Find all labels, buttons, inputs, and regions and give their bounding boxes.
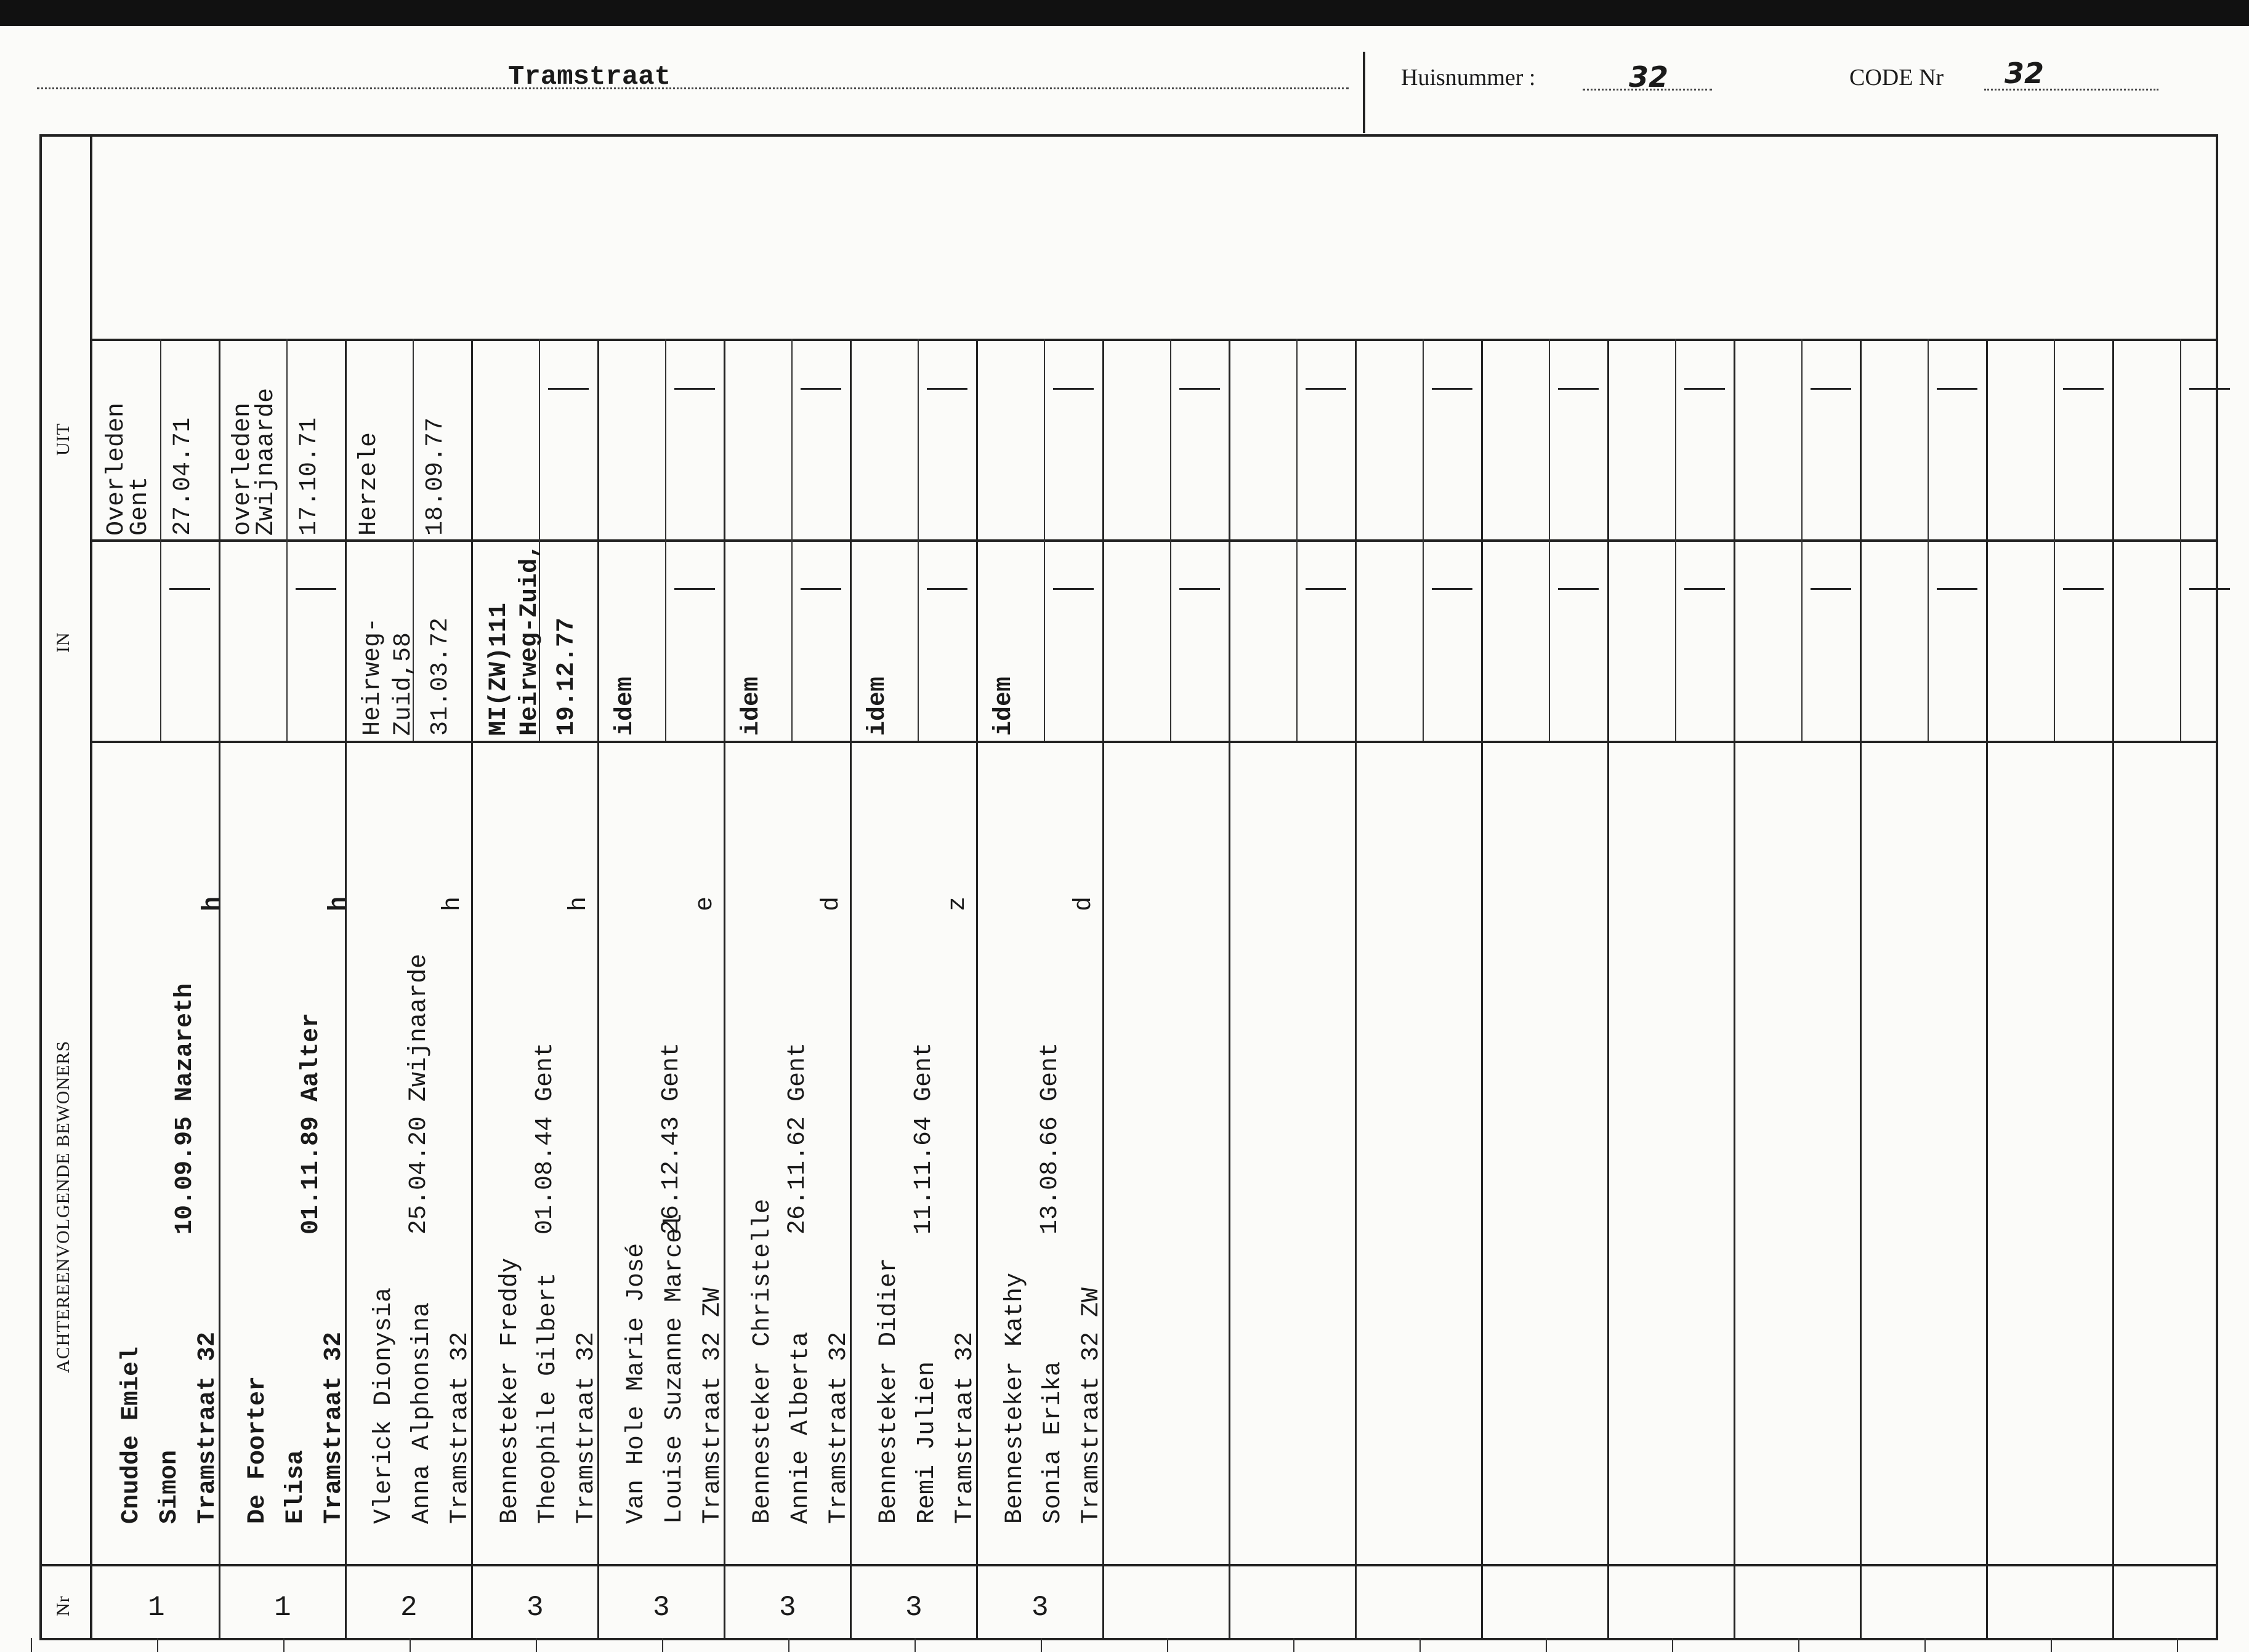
uit-subcolumn-border	[1549, 339, 1550, 539]
resident-birth: 11.11.64 Gent	[910, 1042, 938, 1235]
header-divider	[1363, 52, 1365, 133]
in-place: idem	[864, 676, 892, 736]
table-right-border	[2216, 134, 2218, 1640]
resident-relation: h	[325, 896, 353, 911]
bottom-tick	[1419, 1638, 1421, 1652]
resident-name-line: Tramstraat 32	[573, 1331, 600, 1524]
bewoners-top-border	[92, 741, 2218, 743]
uit-subcolumn-border	[286, 339, 288, 539]
in-subcolumn-border	[791, 539, 793, 741]
resident-relation: h	[439, 896, 467, 911]
uit-date-empty	[1937, 388, 1977, 390]
bottom-tick	[1293, 1638, 1294, 1652]
bottom-tick	[788, 1638, 789, 1652]
column-label-bewoners: ACHTEREENVOLGENDE BEWONERS	[53, 1040, 73, 1373]
resident-name-line: Vlerick Dionysia	[370, 1287, 398, 1524]
street-name: Tramstraat	[508, 62, 671, 92]
column-border	[2112, 339, 2114, 1638]
in-subcolumn-border	[1044, 539, 1045, 741]
in-subcolumn-border	[1928, 539, 1929, 741]
resident-birth: 01.08.44 Gent	[531, 1042, 559, 1235]
resident-name-line: Sonia Erika	[1040, 1361, 1067, 1524]
in-date-empty	[927, 588, 967, 590]
resident-name-line: Anna Alphonsina	[408, 1302, 436, 1524]
in-date-empty	[1937, 588, 1977, 590]
column-label-uit: UIT	[53, 423, 73, 456]
uit-subcolumn-border	[1044, 339, 1045, 539]
in-date-empty	[1053, 588, 1094, 590]
uit-date-empty	[1558, 388, 1599, 390]
resident-relation: e	[692, 896, 719, 911]
resident-nr: 3	[527, 1592, 544, 1624]
in-subcolumn-border	[1296, 539, 1298, 741]
in-subcolumn-border	[2180, 539, 2181, 741]
column-border	[1607, 339, 1609, 1638]
bottom-tick	[1546, 1638, 1547, 1652]
uit-subcolumn-border	[2054, 339, 2055, 539]
column-border	[1229, 339, 1230, 1638]
column-border	[1860, 339, 1862, 1638]
bottom-tick	[1041, 1638, 1042, 1652]
uit-subcolumn-border	[2180, 339, 2181, 539]
resident-name-line: Tramstraat 32 ZW	[699, 1287, 727, 1524]
bottom-tick	[2051, 1638, 2052, 1652]
resident-birth: 01.11.89 Aalter	[297, 1012, 325, 1235]
in-subcolumn-border	[286, 539, 288, 741]
bottom-tick	[915, 1638, 916, 1652]
resident-name-line: Remi Julien	[913, 1361, 941, 1524]
uit-date: 27.04.71	[169, 417, 197, 536]
bottom-tick	[283, 1638, 285, 1652]
resident-name-line: Cnudde Emiel	[118, 1346, 145, 1524]
column-label-in: IN	[53, 632, 73, 653]
bottom-tick	[2177, 1638, 2178, 1652]
uit-date: 17.10.71	[296, 417, 323, 536]
resident-relation: d	[818, 896, 846, 911]
uit-subcolumn-border	[1170, 339, 1171, 539]
uit-place: Gent	[126, 476, 154, 536]
bottom-tick	[662, 1638, 663, 1652]
table-top-border	[39, 134, 2218, 137]
in-date-empty	[296, 588, 336, 590]
in-subcolumn-border	[1549, 539, 1550, 741]
resident-name-line: Annie Alberta	[787, 1331, 815, 1524]
uit-place: Herzele	[355, 432, 383, 536]
in-place: idem	[612, 676, 639, 736]
bottom-tick	[1924, 1638, 1926, 1652]
table-left-border	[39, 134, 42, 1640]
uit-place: overleden	[229, 402, 257, 536]
nr-top-border	[39, 1564, 2218, 1566]
in-date-empty	[1811, 588, 1851, 590]
uit-top-border	[92, 339, 2218, 341]
in-top-border	[92, 539, 2218, 542]
column-border	[1481, 339, 1483, 1638]
in-date-empty	[169, 588, 210, 590]
resident-name-line: Theophile Gilbert	[535, 1272, 562, 1524]
resident-name-line: Elisa	[282, 1449, 310, 1524]
in-place: Zuid,58	[390, 632, 418, 736]
in-subcolumn-border	[2054, 539, 2055, 741]
resident-nr: 1	[148, 1592, 165, 1624]
bottom-tick	[1798, 1638, 1799, 1652]
in-date-empty	[1306, 588, 1346, 590]
uit-subcolumn-border	[1296, 339, 1298, 539]
uit-subcolumn-border	[160, 339, 161, 539]
column-border	[1986, 339, 1988, 1638]
uit-date: 18.09.77	[422, 417, 450, 536]
in-subcolumn-border	[665, 539, 666, 741]
uit-date-empty	[1306, 388, 1346, 390]
uit-subcolumn-border	[413, 339, 414, 539]
resident-name-line: Bennesteker Freddy	[496, 1257, 524, 1524]
in-date: 31.03.72	[427, 617, 454, 736]
in-subcolumn-border	[918, 539, 919, 741]
in-subcolumn-border	[1170, 539, 1171, 741]
resident-birth: 26.11.62 Gent	[784, 1042, 812, 1235]
uit-subcolumn-border	[918, 339, 919, 539]
code-label: CODE Nr	[1849, 65, 1944, 91]
in-subcolumn-border	[1675, 539, 1676, 741]
resident-nr: 3	[653, 1592, 670, 1624]
column-border	[1355, 339, 1357, 1638]
in-place: idem	[738, 676, 765, 736]
scan-top-border	[0, 0, 2249, 26]
resident-name-line: Bennesteker Kathy	[1001, 1272, 1029, 1524]
uit-place: Overleden	[103, 402, 131, 536]
uit-date-empty	[1811, 388, 1851, 390]
uit-date-empty	[674, 388, 715, 390]
in-subcolumn-border	[1801, 539, 1803, 741]
resident-nr: 1	[274, 1592, 291, 1624]
header-column-border	[90, 134, 92, 1640]
in-place: idem	[990, 676, 1018, 736]
in-subcolumn-border	[160, 539, 161, 741]
resident-name-line: Bennesteker Didier	[875, 1257, 903, 1524]
in-date-empty	[2063, 588, 2104, 590]
resident-relation: h	[199, 896, 227, 911]
resident-relation: h	[565, 896, 593, 911]
resident-name-line: Bennesteker Christelle	[749, 1198, 777, 1524]
uit-subcolumn-border	[1675, 339, 1676, 539]
resident-birth: 25.04.20 Zwijnaarde	[405, 953, 433, 1235]
uit-date-empty	[1432, 388, 1472, 390]
resident-name-line: Tramstraat 32	[320, 1331, 348, 1524]
uit-date-empty	[801, 388, 841, 390]
column-border	[1734, 339, 1735, 1638]
in-date-empty	[1432, 588, 1472, 590]
in-date-empty	[1684, 588, 1725, 590]
resident-name-line: Simon	[156, 1449, 184, 1524]
in-place: Heirweg-Zuid,	[516, 543, 544, 736]
in-subcolumn-border	[1423, 539, 1424, 741]
huisnummer-label: Huisnummer :	[1401, 65, 1536, 91]
bottom-tick	[536, 1638, 537, 1652]
huisnummer-value: 32	[1629, 60, 1669, 94]
resident-name-line: De Foorter	[244, 1376, 272, 1524]
in-place: Heirweg-	[359, 617, 387, 736]
in-date-empty	[1179, 588, 1220, 590]
bottom-tick	[1672, 1638, 1673, 1652]
in-date-empty	[2189, 588, 2230, 590]
street-dotted-line	[37, 87, 1349, 89]
uit-date-empty	[1179, 388, 1220, 390]
resident-nr: 2	[400, 1592, 418, 1624]
resident-birth: 10.09.95 Nazareth	[171, 983, 199, 1235]
uit-date-empty	[2189, 388, 2230, 390]
uit-subcolumn-border	[1801, 339, 1803, 539]
resident-relation: d	[1070, 896, 1098, 911]
uit-subcolumn-border	[1423, 339, 1424, 539]
uit-date-empty	[1053, 388, 1094, 390]
uit-subcolumn-border	[665, 339, 666, 539]
bottom-tick	[410, 1638, 411, 1652]
in-date-empty	[674, 588, 715, 590]
resident-name-line: Tramstraat 32 ZW	[1078, 1287, 1105, 1524]
bottom-tick	[157, 1638, 158, 1652]
resident-nr: 3	[1032, 1592, 1049, 1624]
resident-name-line: Van Hole Marie José	[623, 1243, 650, 1524]
resident-birth: 13.08.66 Gent	[1036, 1042, 1064, 1235]
uit-date-empty	[927, 388, 967, 390]
resident-relation: z	[944, 896, 972, 911]
resident-name-line: Louise Suzanne Marcel	[661, 1213, 688, 1524]
bottom-tick	[1167, 1638, 1168, 1652]
resident-name-line: Tramstraat 32	[446, 1331, 474, 1524]
in-date-empty	[801, 588, 841, 590]
uit-subcolumn-border	[1928, 339, 1929, 539]
resident-name-line: Tramstraat 32	[951, 1331, 979, 1524]
uit-date-empty	[1684, 388, 1725, 390]
code-value: 32	[2005, 57, 2045, 90]
uit-subcolumn-border	[791, 339, 793, 539]
bottom-tick	[31, 1638, 32, 1652]
uit-date-empty	[548, 388, 589, 390]
resident-birth: 26.12.43 Gent	[658, 1042, 685, 1235]
column-label-nr: Nr	[53, 1595, 73, 1616]
uit-place: Zwijnaarde	[252, 387, 280, 536]
resident-nr: 3	[779, 1592, 796, 1624]
resident-name-line: Tramstraat 32	[194, 1331, 222, 1524]
resident-nr: 3	[905, 1592, 923, 1624]
in-date: 19.12.77	[553, 617, 581, 736]
resident-name-line: Tramstraat 32	[825, 1331, 853, 1524]
in-place: MI(ZW)111	[485, 602, 513, 736]
table-bottom-border	[39, 1638, 2218, 1640]
uit-subcolumn-border	[539, 339, 540, 539]
in-date-empty	[1558, 588, 1599, 590]
uit-date-empty	[2063, 388, 2104, 390]
